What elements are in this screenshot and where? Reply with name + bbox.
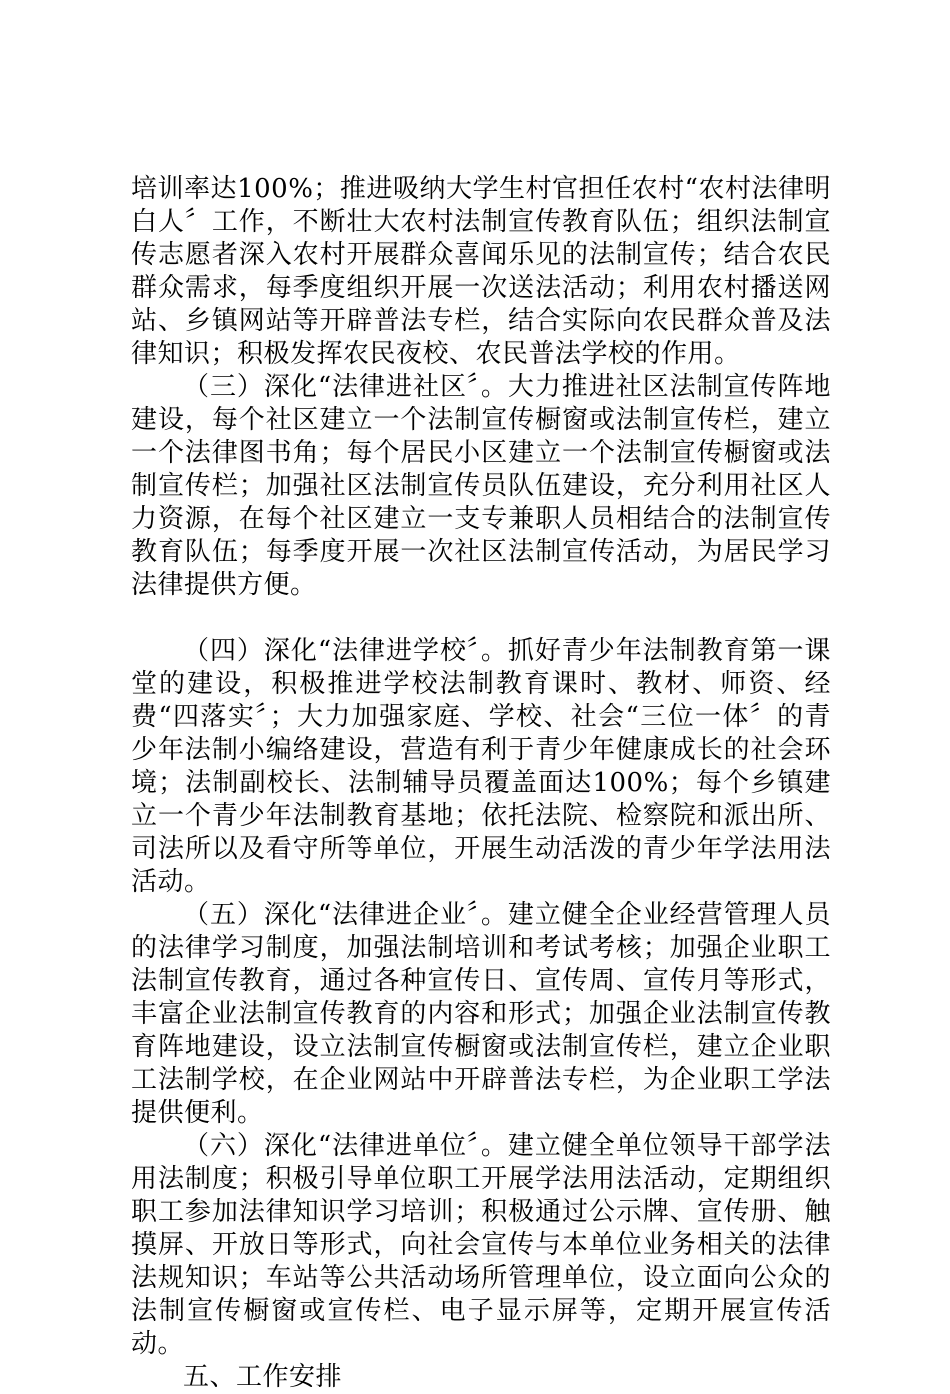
- paragraph-community: （三）深化“法律进社区〞。大力推进社区法制宣传阵地建设，每个社区建立一个法制宣传橱窗或法制宣传栏，建立一个法律图书角；每个居民小区建立一个法制宣传橱窗或法制宣传栏；加强社区法制宣传员队伍建设，充分利用社区人力资源，在每个社区建立一支专兼职人员相结合的法制宣传教育队伍；每季度开展一次社区法制宣传活动，为居民学习法律提供方便。: [131, 372, 831, 600]
- paragraph-gap: [131, 602, 831, 635]
- paragraph-enterprise: （五）深化“法律进企业〞。建立健全企业经营管理人员的法律学习制度，加强法制培训和考试考核；加强企业职工法制宣传教育，通过各种宣传日、宣传周、宣传月等形式，丰富企业法制宣传教育的内容和形式；加强企业法制宣传教育阵地建设，设立法制宣传橱窗或法制宣传栏，建立企业职工法制学校，在企业网站中开辟普法专栏，为企业职工学法提供便利。: [131, 900, 831, 1128]
- document-page: [131, 173, 831, 1394]
- paragraph-unit: （六）深化“法律进单位〞。建立健全单位领导干部学法用法制度；积极引导单位职工开展学法用法活动，定期组织职工参加法律知识学习培训；积极通过公示牌、宣传册、触摸屏、开放日等形式，向社会宣传与本单位业务相关的法律法规知识；车站等公共活动场所管理单位，设立面向公众的法制宣传橱窗或宣传栏、电子显示屏等，定期开展宣传活动。: [131, 1131, 831, 1359]
- paragraph-school: （四）深化“法律进学校〞。抓好青少年法制教育第一课堂的建设，积极推进学校法制教育课时、教材、师资、经费“四落实〞；大力加强家庭、学校、社会“三位一体〞的青少年法制小编络建设，营造有利于青少年健康成长的社会环境；法制副校长、法制辅导员覆盖面达100%；每个乡镇建立一个青少年法制教育基地；依托法院、检察院和派出所、司法所以及看守所等单位，开展生动活泼的青少年学法用法活动。: [131, 636, 831, 897]
- section-heading-work-arrangement: 五、工作安排: [183, 1362, 343, 1392]
- paragraph-rural-continued: 培训率达100%；推进吸纳大学生村官担任农村“农村法律明白人〞工作，不断壮大农村法制宣传教育队伍；组织法制宣传志愿者深入农村开展群众喜闻乐见的法制宣传；结合农民群众需求，每季度组织开展一次送法活动；利用农村播送网站、乡镇网站等开辟普法专栏，结合实际向农民群众普及法律知识；积极发挥农民夜校、农民普法学校的作用。: [131, 174, 831, 369]
